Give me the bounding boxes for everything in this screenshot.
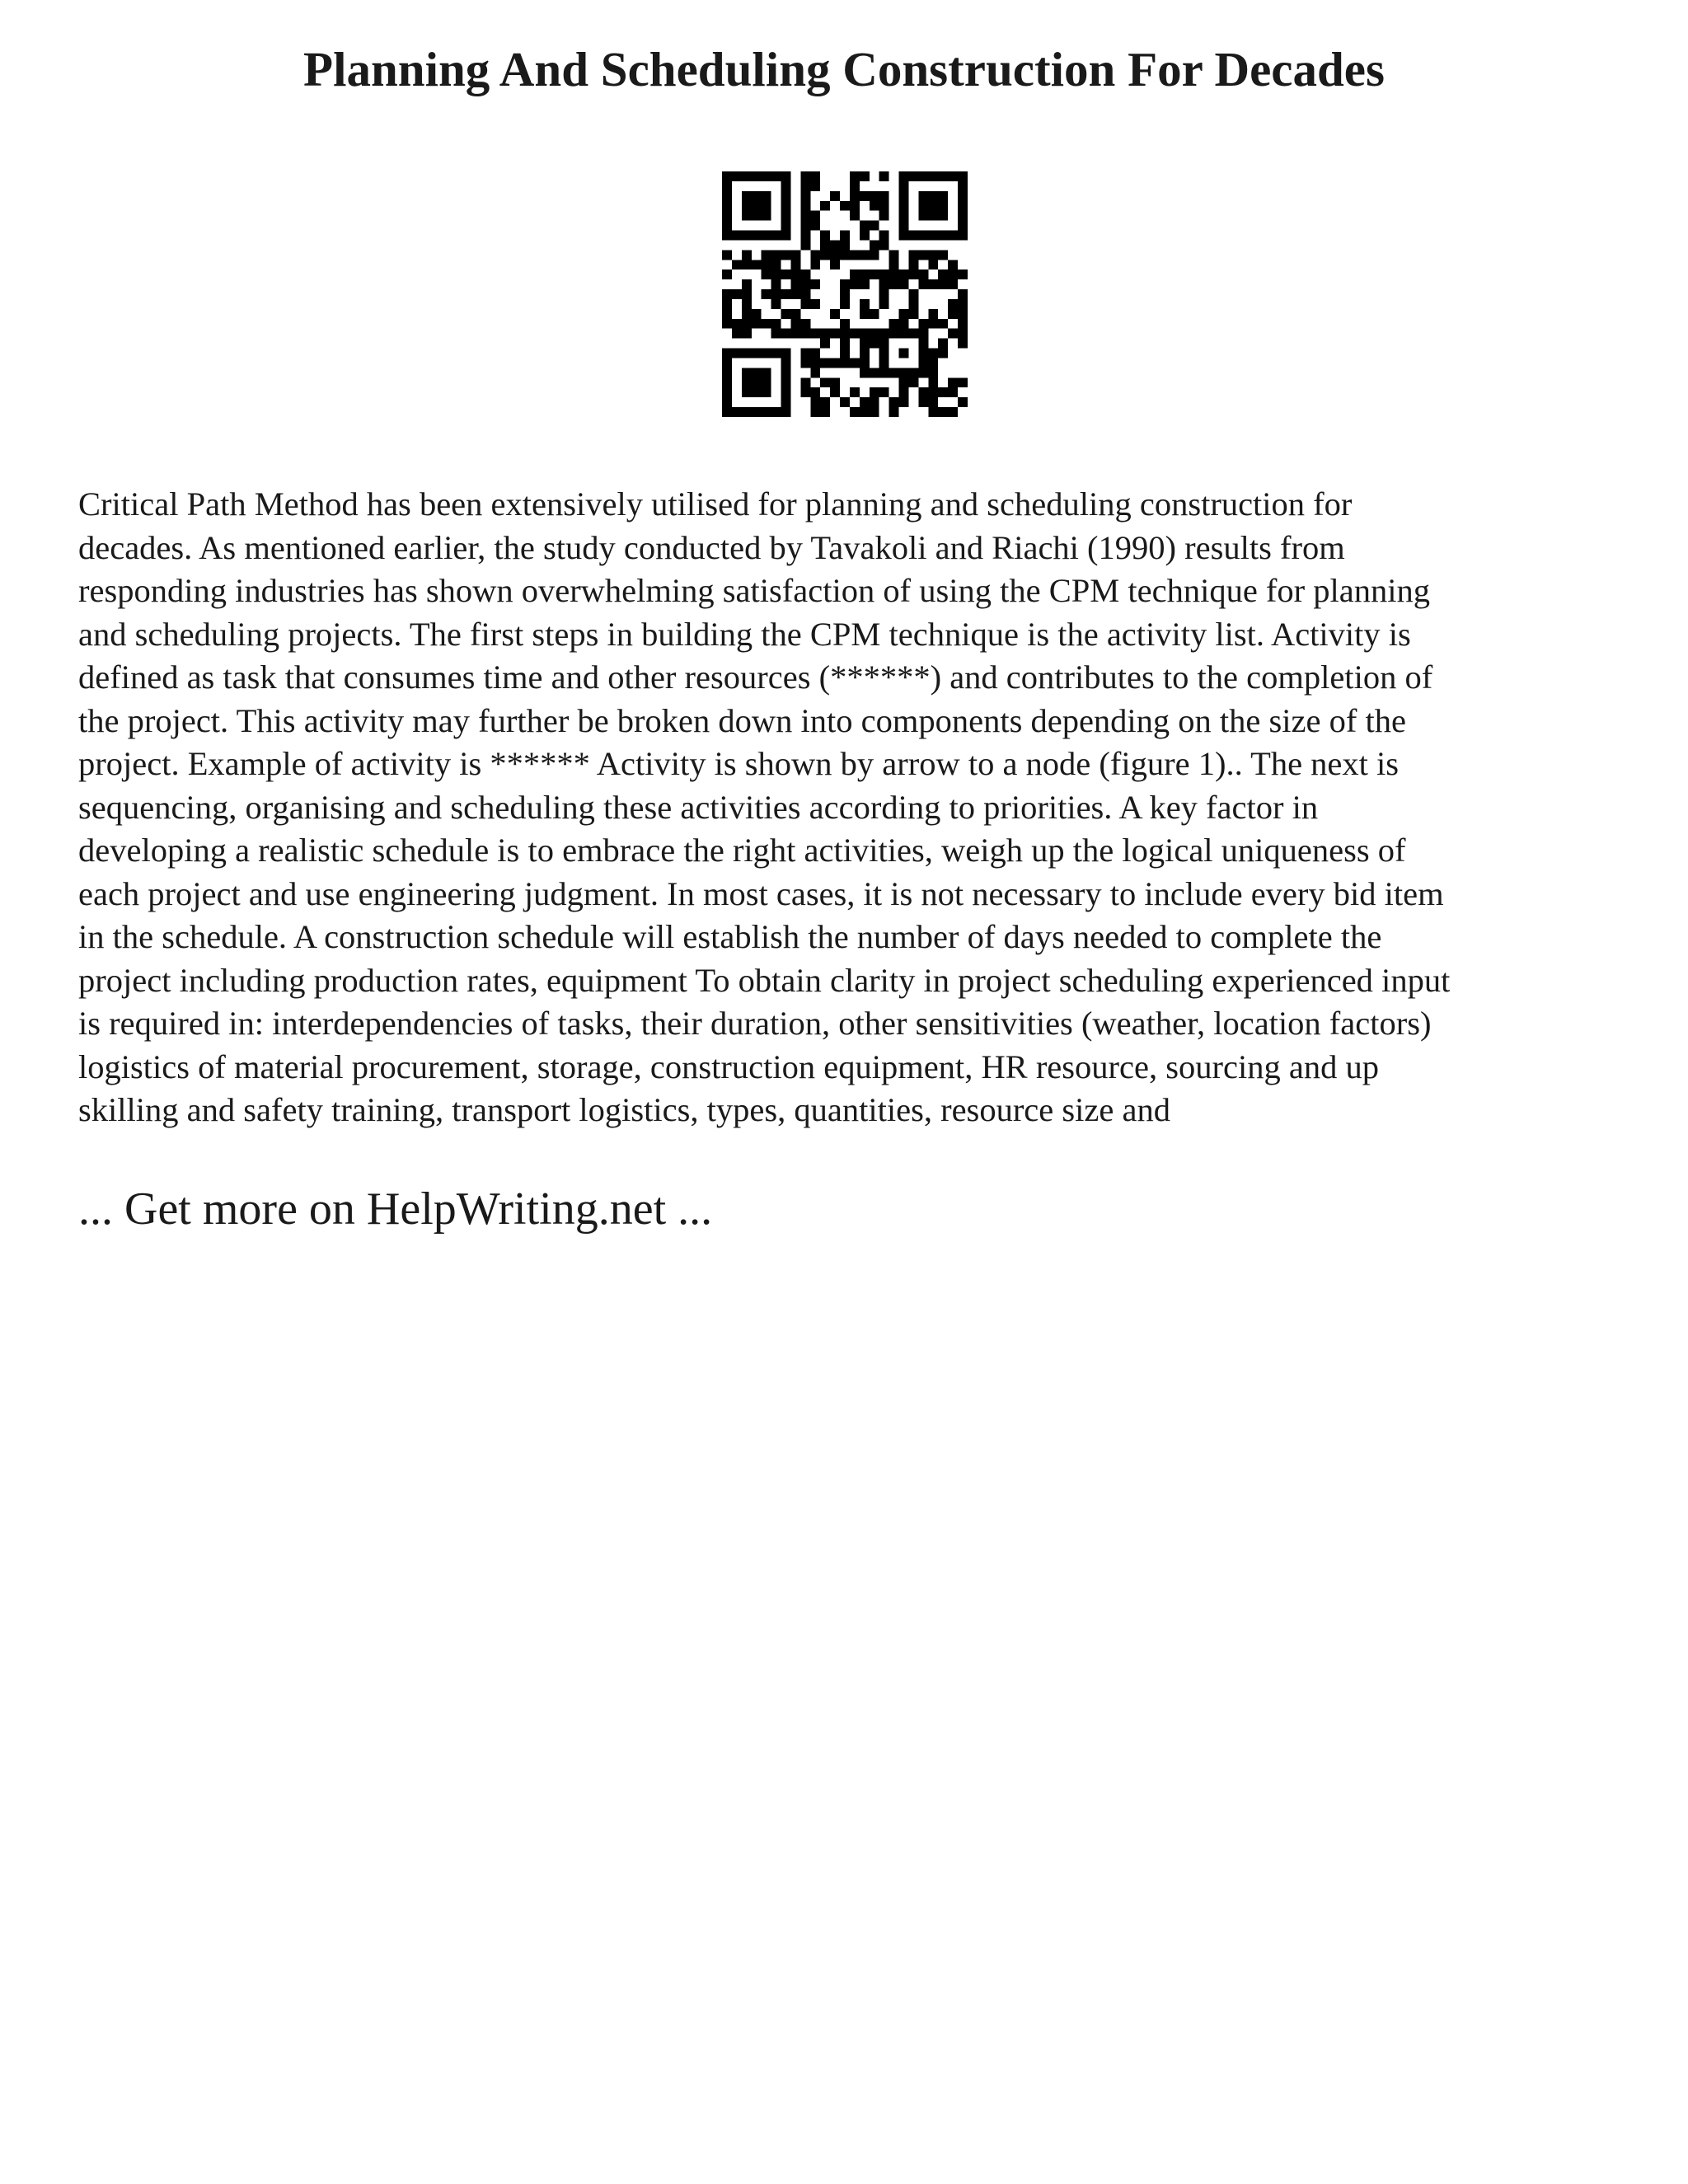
qr-module bbox=[908, 377, 918, 387]
body-line: decades. As mentioned earlier, the study conducted by Tavakoli and Riachi (1990) results from bbox=[78, 528, 1345, 566]
qr-module bbox=[752, 319, 762, 329]
qr-module bbox=[840, 201, 850, 211]
qr-module bbox=[850, 279, 860, 289]
body-line: project. Example of activity is ****** Activity is shown by arrow to a node (figure 1).. The next is bbox=[78, 745, 1400, 782]
body-line: skilling and safety training, transport logistics, types, quantities, resource size and bbox=[78, 1091, 1170, 1128]
qr-module bbox=[899, 377, 909, 387]
qr-module bbox=[928, 250, 938, 260]
qr-module bbox=[830, 387, 840, 397]
qr-module bbox=[830, 191, 840, 201]
qr-module bbox=[918, 387, 928, 397]
qr-module bbox=[889, 407, 899, 417]
qr-module bbox=[928, 358, 938, 368]
qr-module bbox=[860, 299, 870, 309]
qr-module bbox=[879, 171, 889, 181]
qr-module bbox=[928, 260, 938, 269]
qr-module bbox=[879, 299, 889, 309]
qr-module bbox=[928, 407, 938, 417]
qr-module bbox=[918, 269, 928, 279]
qr-module bbox=[850, 407, 860, 417]
qr-module bbox=[918, 250, 928, 260]
qr-module bbox=[850, 358, 860, 368]
qr-module bbox=[820, 358, 830, 368]
qr-module bbox=[762, 250, 771, 260]
qr-module bbox=[879, 289, 889, 299]
qr-module bbox=[742, 260, 752, 269]
qr-module bbox=[938, 279, 948, 289]
qr-module bbox=[722, 299, 732, 309]
qr-module bbox=[860, 221, 870, 231]
qr-module bbox=[958, 289, 968, 299]
qr-module bbox=[899, 319, 909, 329]
qr-module bbox=[790, 319, 800, 329]
qr-module bbox=[879, 191, 889, 201]
qr-module bbox=[948, 260, 958, 269]
qr-module bbox=[840, 358, 850, 368]
qr-module bbox=[771, 319, 781, 329]
qr-module bbox=[850, 181, 860, 191]
qr-module bbox=[958, 329, 968, 339]
qr-module bbox=[820, 407, 830, 417]
qr-module bbox=[928, 397, 938, 407]
qr-module bbox=[850, 201, 860, 211]
qr-module bbox=[860, 191, 870, 201]
qr-module bbox=[810, 358, 820, 368]
qr-module bbox=[742, 299, 752, 309]
qr-module bbox=[722, 319, 732, 329]
qr-module bbox=[840, 279, 850, 289]
qr-module bbox=[790, 289, 800, 299]
qr-module bbox=[918, 397, 928, 407]
qr-module bbox=[800, 221, 810, 231]
qr-module bbox=[928, 368, 938, 377]
qr-module bbox=[732, 260, 742, 269]
qr-module bbox=[810, 279, 820, 289]
qr-module bbox=[800, 211, 810, 221]
qr-module bbox=[820, 397, 830, 407]
qr-module bbox=[938, 407, 948, 417]
qr-module bbox=[732, 329, 742, 339]
qr-module bbox=[948, 269, 958, 279]
qr-module bbox=[790, 279, 800, 289]
qr-module bbox=[889, 260, 899, 269]
qr-module bbox=[899, 397, 909, 407]
qr-module bbox=[958, 397, 968, 407]
qr-module bbox=[889, 269, 899, 279]
qr-module bbox=[850, 250, 860, 260]
qr-module bbox=[830, 358, 840, 368]
qr-module bbox=[810, 349, 820, 359]
qr-module bbox=[830, 250, 840, 260]
qr-module bbox=[879, 269, 889, 279]
qr-module bbox=[948, 299, 958, 309]
qr-module bbox=[790, 250, 800, 260]
qr-module bbox=[762, 319, 771, 329]
qr-module bbox=[928, 309, 938, 319]
qr-module bbox=[918, 279, 928, 289]
qr-module bbox=[722, 250, 732, 260]
qr-module bbox=[958, 309, 968, 319]
qr-module bbox=[860, 309, 870, 319]
qr-module bbox=[800, 387, 810, 397]
body-line: is required in: interdependencies of tasks, their duration, other sensitivities (weather, location factors) bbox=[78, 1005, 1432, 1042]
qr-module bbox=[860, 407, 870, 417]
qr-module bbox=[860, 279, 870, 289]
qr-module bbox=[899, 309, 909, 319]
qr-module bbox=[958, 339, 968, 349]
qr-module bbox=[800, 171, 810, 181]
qr-module bbox=[879, 211, 889, 221]
qr-module bbox=[938, 250, 948, 260]
qr-module bbox=[958, 299, 968, 309]
qr-module bbox=[870, 407, 879, 417]
qr-module bbox=[810, 387, 820, 397]
qr-module bbox=[810, 171, 820, 181]
qr-module bbox=[889, 397, 899, 407]
qr-module bbox=[810, 397, 820, 407]
qr-module bbox=[771, 279, 781, 289]
qr-module bbox=[800, 377, 810, 387]
body-line: defined as task that consumes time and other resources (******) and contributes to the completion of bbox=[78, 658, 1433, 696]
qr-module bbox=[948, 309, 958, 319]
qr-module bbox=[948, 377, 958, 387]
body-line: each project and use engineering judgment. In most cases, it is not necessary to include every bid item bbox=[78, 874, 1444, 912]
qr-module bbox=[800, 201, 810, 211]
qr-module bbox=[928, 319, 938, 329]
qr-module bbox=[830, 309, 840, 319]
qr-module bbox=[870, 221, 879, 231]
qr-module bbox=[908, 309, 918, 319]
page-title: Planning And Scheduling Construction For Decades bbox=[303, 42, 1385, 96]
qr-module bbox=[879, 279, 889, 289]
qr-module bbox=[810, 407, 820, 417]
qr-module bbox=[820, 329, 830, 339]
qr-module bbox=[820, 339, 830, 349]
qr-module bbox=[918, 319, 928, 329]
qr-module bbox=[870, 329, 879, 339]
qr-module bbox=[762, 269, 771, 279]
qr-module bbox=[820, 201, 830, 211]
qr-module bbox=[800, 289, 810, 299]
qr-module bbox=[948, 279, 958, 289]
qr-module bbox=[830, 329, 840, 339]
qr-module bbox=[810, 211, 820, 221]
qr-module bbox=[908, 299, 918, 309]
qr-module bbox=[830, 377, 840, 387]
qr-module bbox=[860, 250, 870, 260]
qr-module bbox=[722, 309, 732, 319]
qr-module bbox=[938, 319, 948, 329]
qr-module bbox=[742, 289, 752, 299]
qr-module bbox=[948, 407, 958, 417]
qr-module bbox=[870, 250, 879, 260]
qr-module bbox=[860, 171, 870, 181]
qr-module bbox=[958, 319, 968, 329]
qr-module bbox=[870, 387, 879, 397]
qr-module bbox=[810, 221, 820, 231]
body-line: sequencing, organising and scheduling these activities according to priorities. A key factor in bbox=[78, 788, 1319, 826]
qr-module bbox=[800, 329, 810, 339]
body-line: responding industries has shown overwhelming satisfaction of using the CPM technique for planning bbox=[78, 572, 1431, 609]
qr-module bbox=[908, 289, 918, 299]
qr-module bbox=[771, 269, 781, 279]
qr-module bbox=[722, 269, 732, 279]
qr-module bbox=[948, 387, 958, 397]
qr-module bbox=[840, 329, 850, 339]
qr-module bbox=[870, 269, 879, 279]
qr-module bbox=[830, 260, 840, 269]
qr-module bbox=[771, 260, 781, 269]
qr-module bbox=[948, 329, 958, 339]
qr-module bbox=[928, 279, 938, 289]
qr-module bbox=[928, 387, 938, 397]
qr-module bbox=[908, 250, 918, 260]
qr-module bbox=[742, 279, 752, 289]
qr-code-icon bbox=[722, 171, 968, 417]
qr-module bbox=[870, 309, 879, 319]
qr-module bbox=[860, 397, 870, 407]
qr-module bbox=[810, 181, 820, 191]
qr-module bbox=[830, 240, 840, 250]
qr-module bbox=[850, 211, 860, 221]
qr-module bbox=[742, 319, 752, 329]
qr-module bbox=[860, 339, 870, 349]
qr-module bbox=[928, 377, 938, 387]
qr-module bbox=[790, 309, 800, 319]
qr-module bbox=[840, 397, 850, 407]
qr-module bbox=[889, 250, 899, 260]
qr-module bbox=[771, 329, 781, 339]
qr-module bbox=[810, 299, 820, 309]
qr-module bbox=[850, 171, 860, 181]
qr-module bbox=[762, 289, 771, 299]
qr-module bbox=[860, 368, 870, 377]
qr-module bbox=[958, 269, 968, 279]
qr-module bbox=[938, 387, 948, 397]
body-line: Critical Path Method has been extensively utilised for planning and scheduling construction for bbox=[78, 485, 1353, 523]
qr-module bbox=[840, 289, 850, 299]
body-paragraph bbox=[78, 483, 1628, 1132]
qr-module bbox=[742, 329, 752, 339]
qr-module bbox=[771, 299, 781, 309]
qr-module bbox=[790, 269, 800, 279]
qr-module bbox=[820, 240, 830, 250]
qr-module bbox=[742, 309, 752, 319]
qr-module bbox=[938, 269, 948, 279]
qr-module bbox=[800, 279, 810, 289]
qr-module bbox=[899, 269, 909, 279]
qr-module bbox=[790, 329, 800, 339]
qr-module bbox=[771, 289, 781, 299]
qr-module bbox=[810, 329, 820, 339]
qr-module bbox=[879, 240, 889, 250]
qr-module bbox=[820, 377, 830, 387]
qr-module bbox=[752, 309, 762, 319]
qr-module bbox=[860, 269, 870, 279]
qr-module bbox=[860, 358, 870, 368]
qr-module bbox=[860, 329, 870, 339]
qr-module bbox=[889, 319, 899, 329]
body-line: project including production rates, equipment To obtain clarity in project scheduling experienced input bbox=[78, 961, 1451, 999]
qr-module bbox=[742, 250, 752, 260]
qr-module bbox=[850, 269, 860, 279]
qr-module bbox=[840, 240, 850, 250]
qr-module bbox=[938, 339, 948, 349]
qr-module bbox=[840, 250, 850, 260]
body-line: logistics of material procurement, storage, construction equipment, HR resource, sourcing and up bbox=[78, 1047, 1379, 1085]
qr-module bbox=[810, 368, 820, 377]
qr-module bbox=[850, 191, 860, 201]
qr-module bbox=[762, 260, 771, 269]
qr-module bbox=[870, 191, 879, 201]
qr-module bbox=[732, 289, 742, 299]
qr-module bbox=[800, 349, 810, 359]
qr-module bbox=[840, 349, 850, 359]
qr-module bbox=[870, 397, 879, 407]
qr-module bbox=[850, 387, 860, 397]
body-line: in the schedule. A construction schedule will establish the number of days needed to complete the bbox=[78, 918, 1382, 955]
qr-module bbox=[800, 358, 810, 368]
body-line: and scheduling projects. The first steps in building the CPM technique is the activity list. Activity is bbox=[78, 615, 1411, 653]
body-line: developing a realistic schedule is to embrace the right activities, weigh up the logical uniqueness of bbox=[78, 832, 1406, 869]
qr-module bbox=[889, 279, 899, 289]
qr-module bbox=[850, 329, 860, 339]
qr-module bbox=[928, 349, 938, 359]
qr-module bbox=[908, 269, 918, 279]
qr-module bbox=[958, 377, 968, 387]
qr-module bbox=[800, 319, 810, 329]
qr-module bbox=[840, 339, 850, 349]
qr-module bbox=[899, 279, 909, 289]
qr-module bbox=[810, 250, 820, 260]
qr-module bbox=[800, 240, 810, 250]
qr-module bbox=[752, 260, 762, 269]
qr-module bbox=[899, 387, 909, 397]
qr-module bbox=[732, 319, 742, 329]
qr-module bbox=[870, 240, 879, 250]
qr-module bbox=[722, 289, 732, 299]
qr-module bbox=[771, 250, 781, 260]
qr-module bbox=[800, 299, 810, 309]
qr-module bbox=[870, 339, 879, 349]
qr-module bbox=[820, 250, 830, 260]
qr-module bbox=[879, 201, 889, 211]
qr-module bbox=[810, 260, 820, 269]
qr-module bbox=[879, 387, 889, 397]
qr-module bbox=[870, 368, 879, 377]
qr-module bbox=[790, 260, 800, 269]
body-line: the project. This activity may further be broken down into components depending on the size of the bbox=[78, 701, 1406, 739]
qr-module bbox=[800, 269, 810, 279]
get-more-link[interactable]: ... Get more on HelpWriting.net ... bbox=[78, 1183, 713, 1235]
qr-module bbox=[860, 349, 870, 359]
qr-module bbox=[870, 201, 879, 211]
qr-module bbox=[840, 319, 850, 329]
qr-module bbox=[908, 260, 918, 269]
qr-module bbox=[800, 181, 810, 191]
qr-module bbox=[840, 299, 850, 309]
qr-module bbox=[938, 349, 948, 359]
qr-module bbox=[800, 191, 810, 201]
